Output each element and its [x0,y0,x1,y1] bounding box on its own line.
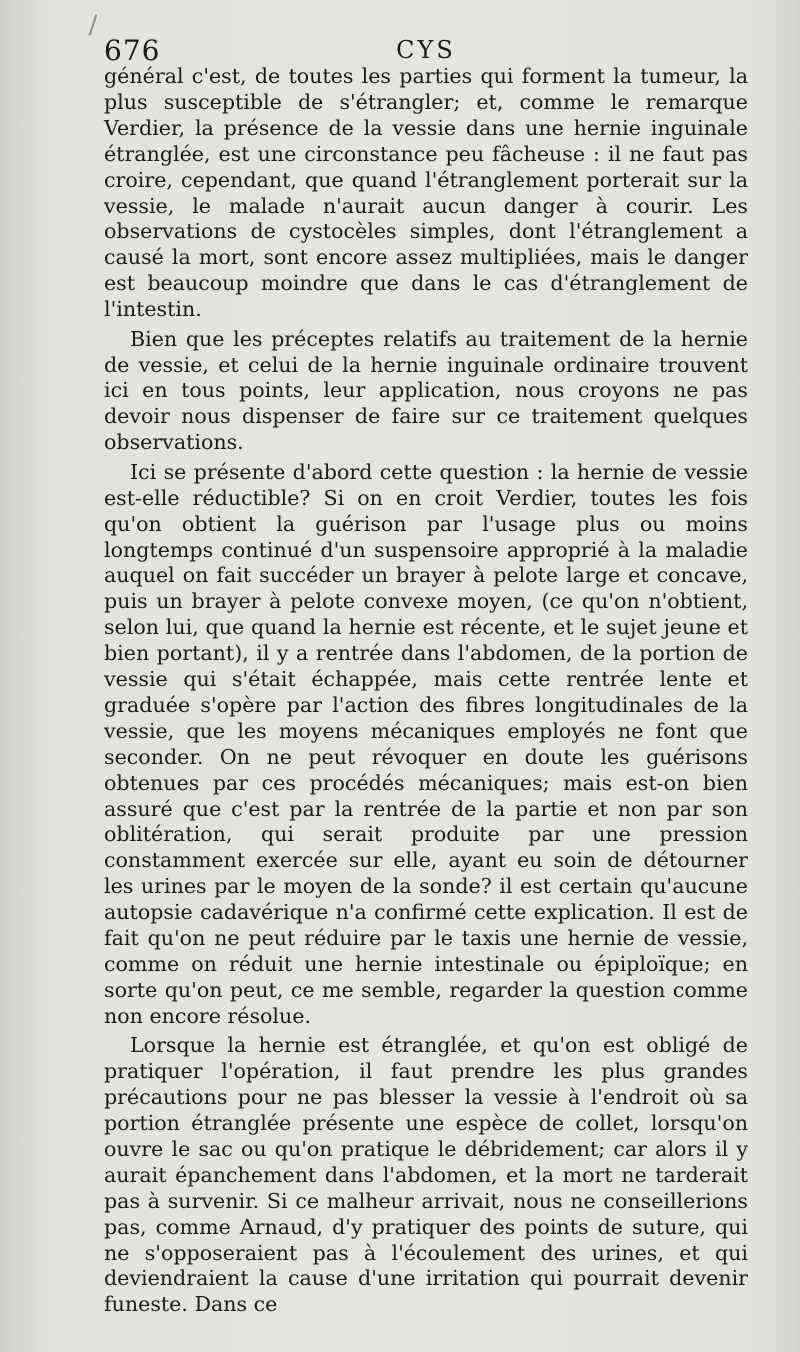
ink-mark [89,14,98,36]
paragraph-4: Lorsque la hernie est étranglée, et qu'on est obligé de pratiquer l'opération, il faut prendre les plus grandes précautions pour ne pas blesser la vessie à l'endroit où sa portion étranglée présente une espèce de collet, lorsqu'on ouvre le sac ou qu'on pratique le débridement; car alors il y aurait épanchement dans l'abdomen, et la mort ne tarderait pas à survenir. Si ce malheur arrivait, nous ne conseillerions pas, comme Arnaud, d'y pratiquer des points de suture, qui ne s'opposeraient pas à l'écoulement des urines, et qui deviendraient la cause d'une irritation qui pourrait devenir funeste. Dans ce [104,1033,748,1317]
page-number: 676 [104,34,161,67]
running-head: CYS [396,36,456,64]
paragraph-2: Bien que les préceptes relatifs au traitement de la hernie de vessie, et celui de la hernie inguinale ordinaire trouvent ici en tous points, leur application, nous croyons ne pas devoir nous dispenser de faire sur ce traitement quelques observations. [104,326,748,455]
body-text [104,64,748,1322]
paragraph-1: général c'est, de toutes les parties qui forment la tumeur, la plus susceptible de s'étrangler; et, comme le remarque Verdier, la présence de la vessie dans une hernie inguinale étranglée, est une circonstance peu fâcheuse : il ne faut pas croire, cependant, que quand l'étranglement porterait sur la vessie, le malade n'aurait aucun danger à courir. Les observations de cystocèles simples, dont l'étranglement a causé la mort, sont encore assez multipliées, mais le danger est beaucoup moindre que dans le cas d'étranglement de l'intestin. [104,64,748,322]
paragraph-3: Ici se présente d'abord cette question : la hernie de vessie est-elle réductible? Si on en croit Verdier, toutes les fois qu'on obtient la guérison par l'usage plus ou moins longtemps continué d'un suspensoire approprié à la maladie auquel on fait succéder un brayer à pelote large et concave, puis un brayer à pelote convexe moyen, (ce qu'on n'obtient, selon lui, que quand la hernie est récente, et le sujet jeune et bien portant), il y a rentrée dans l'abdomen, de la portion de vessie qui s'était échappée, mais cette rentrée lente et graduée s'opère par l'action des fibres longitudinales de la vessie, que les moyens mécaniques employés ne font que seconder. On ne peut révoquer en doute les guérisons obtenues par ces procédés mécaniques; mais est-on bien assuré que c'est par la rentrée de la partie et non par son oblitération, qui serait produite par une pression constamment exercée sur elle, ayant eu soin de détourner les urines par le moyen de la sonde? il est certain qu'aucune autopsie cadavérique n'a confirmé cette explication. Il est de fait qu'on ne peut réduire par le taxis une hernie de vessie, comme on réduit une hernie intestinale ou épiploïque; en sorte qu'on peut, ce me semble, regarder la question comme non encore résolue. [104,459,748,1028]
